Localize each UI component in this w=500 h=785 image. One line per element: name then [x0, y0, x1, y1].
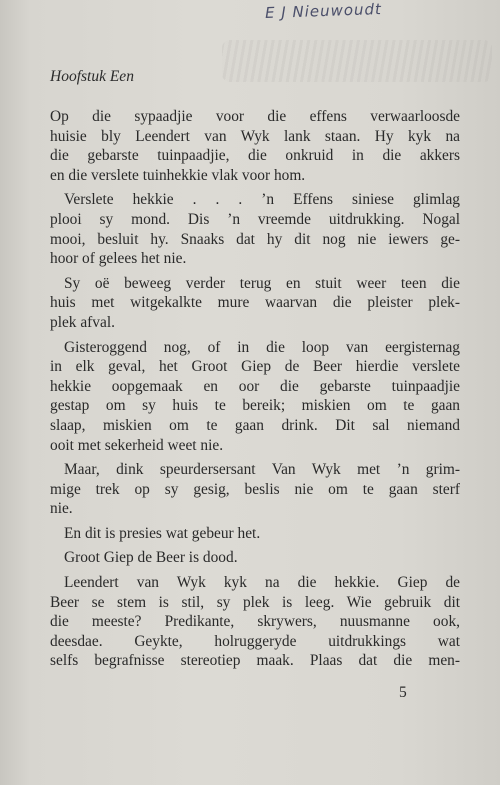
page-number: 5 — [399, 684, 407, 701]
text-line: huisie bly Leendert van Wyk lank staan. Hy kyk na — [50, 127, 460, 145]
paragraph — [50, 524, 460, 544]
text-line: nie. — [50, 500, 73, 518]
faded-stamp — [222, 40, 492, 82]
text-line: Op die sypaadjie voor die effens verwaarloosde — [50, 108, 460, 125]
text-line: Groot Giep de Beer is dood. — [64, 549, 238, 567]
text-line: mooi, besluit hy. Snaaks dat hy dit nog nie iewers ge- — [50, 230, 460, 248]
text-line: in elk geval, het Groot Giep de Beer hierdie verslete — [50, 358, 460, 376]
paragraph — [50, 107, 460, 185]
paragraph — [50, 338, 460, 456]
text-line: gestap om sy huis te bereik; miskien om te gaan — [50, 397, 460, 415]
text-line: En dit is presies wat gebeur het. — [64, 524, 261, 542]
paragraph — [50, 190, 460, 268]
text-line: Sy oë beweeg verder terug en stuit weer teen die — [64, 274, 460, 292]
paragraph — [50, 460, 460, 519]
text-line: en die verslete tuinhekkie vlak voor hom. — [50, 166, 306, 184]
text-line: huis met witgekalkte mure waarvan die pleister plek- — [50, 294, 460, 312]
paragraph — [50, 548, 460, 568]
text-line: deesdae. Geykte, holruggeryde uitdrukkings wat — [50, 632, 460, 650]
text-line: die meeste? Predikante, skrywers, nuusmanne ook, — [50, 613, 460, 631]
text-line: mige trek op sy gesig, beslis nie om te gaan sterf — [50, 480, 460, 498]
text-line: hekkie oopgemaak en oor die gebarste tuinpaadjie — [50, 377, 460, 395]
paragraph — [50, 573, 460, 671]
handwritten-signature: E J Nieuwoudt — [264, 0, 383, 23]
text-line: die gebarste tuinpaadjie, die onkruid in die akkers — [50, 147, 460, 165]
text-line: hoor of gelees het nie. — [50, 250, 187, 268]
text-line: Maar, dink speurdersersant Van Wyk met ’n grim- — [64, 461, 460, 479]
text-line: Verslete hekkie . . . ’n Effens siniese glimlag — [64, 191, 460, 209]
chapter-title: Hoofstuk Een — [50, 68, 134, 85]
text-line: Gisteroggend nog, of in die loop van eergisternag — [64, 338, 460, 356]
text-line: Beer se stem is stil, sy plek is leeg. Wie gebruik dit — [50, 593, 460, 611]
text-line: Leendert van Wyk kyk na die hekkie. Giep de — [64, 574, 460, 592]
text-line: slaap, miskien om te gaan drink. Dit sal niemand — [50, 416, 460, 434]
text-line: ooit met sekerheid weet nie. — [50, 436, 224, 454]
paragraph — [50, 274, 460, 333]
body-text — [50, 107, 460, 671]
text-line: selfs begrafnisse stereotiep maak. Plaas dat die men- — [50, 652, 460, 670]
text-line: plooi sy mond. Dis ’n vreemde uitdrukking. Nogal — [50, 210, 460, 228]
text-line: plek afval. — [50, 313, 115, 331]
